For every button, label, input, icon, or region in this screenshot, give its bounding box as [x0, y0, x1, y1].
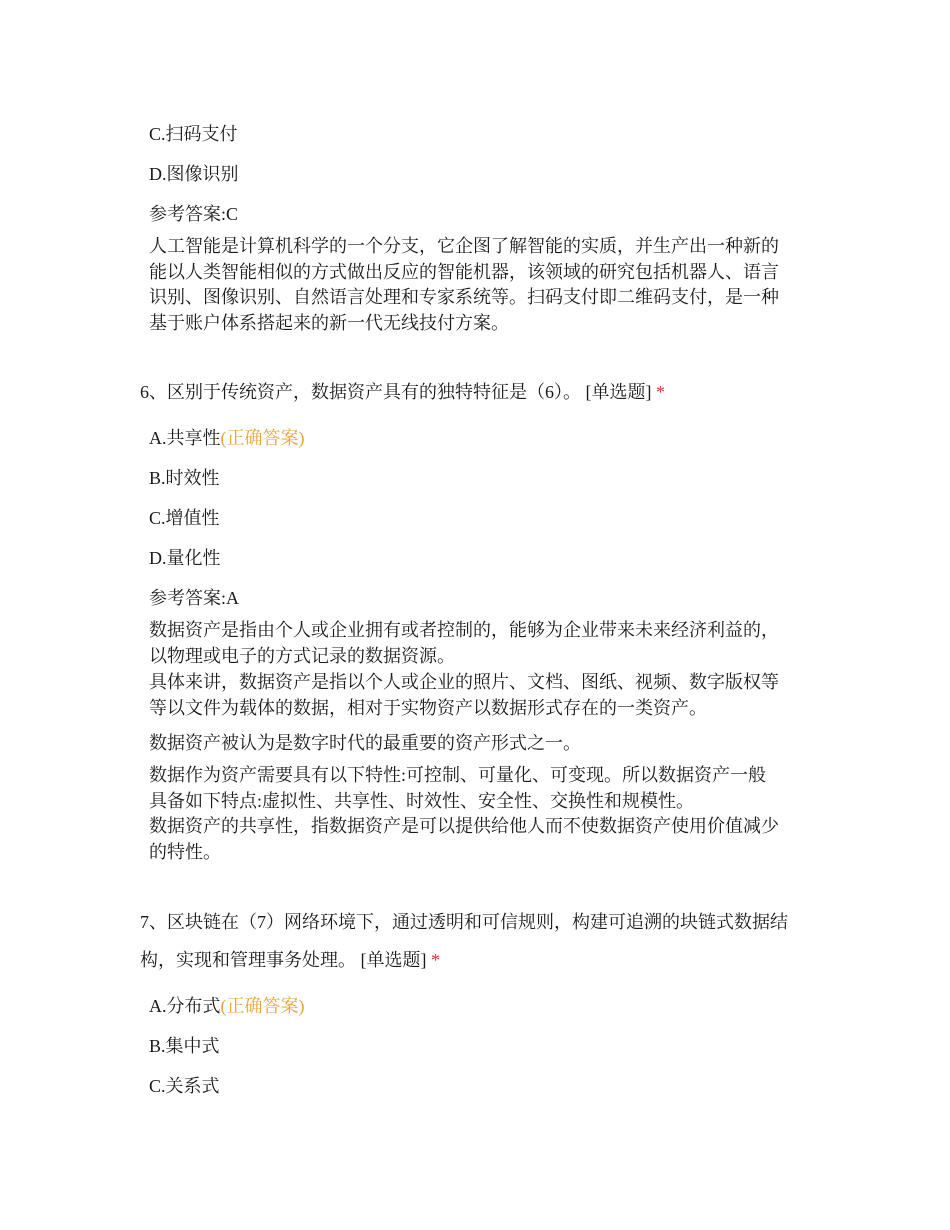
option-b[interactable]	[149, 467, 220, 489]
explanation-line: 基于账户体系搭起来的新一代无线技付方案。	[149, 312, 509, 333]
option-d[interactable]	[149, 547, 221, 569]
explanation-line: 以物理或电子的方式记录的数据资源。	[149, 645, 455, 666]
explanation-block	[149, 670, 809, 721]
reference-answer: 参考答案:A	[149, 588, 239, 608]
option-label: A.共享性	[149, 428, 221, 448]
correct-answer-tag: (正确答案)	[220, 428, 305, 448]
option-label: D.图像识别	[149, 164, 239, 184]
option-a[interactable]	[149, 995, 305, 1017]
reference-answer: 参考答案:C	[149, 204, 239, 224]
option-label: B.集中式	[149, 1036, 220, 1056]
correct-answer-tag: (正确答案)	[220, 996, 305, 1016]
question-7-title-cont	[140, 949, 440, 971]
explanation	[149, 234, 809, 336]
option-c[interactable]	[149, 507, 220, 529]
question-7-title	[140, 911, 788, 933]
explanation-line: 识别、图像识别、自然语言处理和专家系统等。扫码支付即二维码支付，是一种	[149, 287, 779, 307]
explanation-line: 数据资产被认为是数字时代的最重要的资产形式之一。	[149, 733, 581, 753]
option-label: C.扫码支付	[149, 124, 238, 144]
explanation-line: 能以人类智能相似的方式做出反应的智能机器，该领域的研究包括机器人、语言	[149, 261, 779, 282]
option-label: C.关系式	[149, 1076, 220, 1096]
explanation-line: 具体来讲，数据资产是指以个人或企业的照片、文档、图纸、视频、数字版权等	[149, 672, 779, 692]
explanation-block	[149, 731, 809, 757]
option-label: B.时效性	[149, 468, 220, 488]
explanation-line: 数据资产是指由个人或企业拥有或者控制的，能够为企业带来未来经济利益的，	[149, 620, 779, 640]
explanation-line: 等以文件为载体的数据，相对于实物资产以数据形式存在的一类资产。	[149, 697, 707, 718]
question-text: 构，实现和管理事务处理。 [单选题]	[140, 950, 427, 970]
option-c[interactable]	[149, 123, 238, 145]
option-c[interactable]	[149, 1075, 220, 1097]
required-mark: *	[431, 950, 440, 970]
option-a[interactable]	[149, 427, 305, 449]
option-d[interactable]	[149, 163, 239, 185]
question-text: 7、区块链在（7）网络环境下，通过透明和可信规则，构建可追溯的块链式数据结	[140, 912, 788, 932]
explanation-line: 的特性。	[149, 841, 221, 862]
question-text: 6、区别于传统资产，数据资产具有的独特特征是（6）。 [单选题]	[140, 382, 652, 402]
option-label: A.分布式	[149, 996, 221, 1016]
question-6-title	[140, 381, 665, 403]
explanation-line: 数据作为资产需要具有以下特性:可控制、可量化、可变现。所以数据资产一般	[149, 765, 766, 785]
required-mark: *	[656, 382, 665, 402]
explanation-block	[149, 618, 809, 669]
explanation-block	[149, 814, 809, 865]
option-b[interactable]	[149, 1035, 220, 1057]
option-label: C.增值性	[149, 508, 220, 528]
explanation-line: 数据资产的共享性，指数据资产是可以提供给他人而不使数据资产使用价值减少	[149, 816, 779, 836]
explanation-line: 具备如下特点:虚拟性、共享性、时效性、安全性、交换性和规模性。	[149, 790, 694, 811]
explanation-line: 人工智能是计算机科学的一个分支，它企图了解智能的实质，并生产出一种新的	[149, 236, 779, 256]
explanation-block	[149, 763, 809, 814]
option-label: D.量化性	[149, 548, 221, 568]
